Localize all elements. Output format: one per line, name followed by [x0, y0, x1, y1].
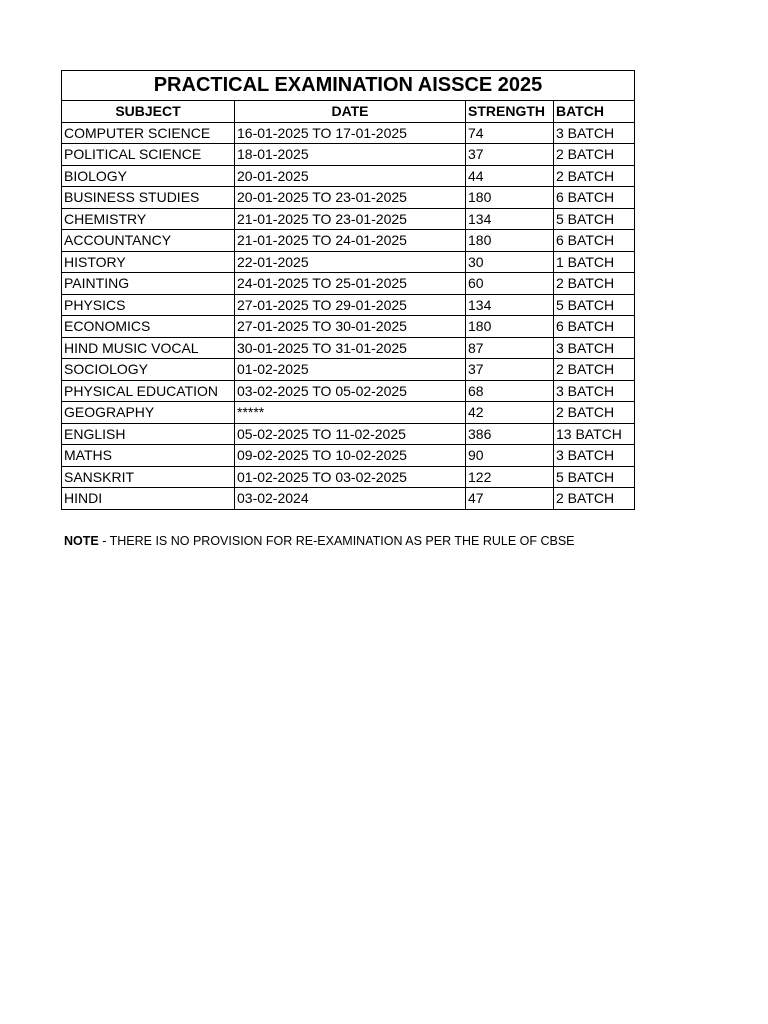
cell-subject: SANSKRIT [62, 466, 235, 488]
cell-strength: 134 [466, 294, 554, 316]
cell-date: 09-02-2025 TO 10-02-2025 [235, 445, 466, 467]
cell-date: 22-01-2025 [235, 251, 466, 273]
cell-subject: SOCIOLOGY [62, 359, 235, 381]
cell-date: 01-02-2025 [235, 359, 466, 381]
table-row [62, 251, 635, 273]
table-body [62, 122, 635, 509]
cell-date: 20-01-2025 TO 23-01-2025 [235, 187, 466, 209]
cell-date: 05-02-2025 TO 11-02-2025 [235, 423, 466, 445]
cell-strength: 74 [466, 122, 554, 144]
cell-subject: PAINTING [62, 273, 235, 295]
cell-date: 03-02-2024 [235, 488, 466, 510]
cell-strength: 87 [466, 337, 554, 359]
cell-date: 01-02-2025 TO 03-02-2025 [235, 466, 466, 488]
cell-date: 03-02-2025 TO 05-02-2025 [235, 380, 466, 402]
table-row [62, 122, 635, 144]
cell-strength: 42 [466, 402, 554, 424]
note-label: NOTE [64, 534, 99, 548]
cell-strength: 180 [466, 230, 554, 252]
cell-batch: 2 BATCH [554, 165, 635, 187]
table-row [62, 208, 635, 230]
cell-strength: 90 [466, 445, 554, 467]
cell-strength: 47 [466, 488, 554, 510]
table-row [62, 402, 635, 424]
cell-batch: 5 BATCH [554, 294, 635, 316]
cell-subject: MATHS [62, 445, 235, 467]
cell-subject: ACCOUNTANCY [62, 230, 235, 252]
cell-date: 30-01-2025 TO 31-01-2025 [235, 337, 466, 359]
exam-schedule-sheet [61, 70, 635, 510]
cell-strength: 68 [466, 380, 554, 402]
column-header-strength: STRENGTH [466, 101, 554, 123]
cell-batch: 2 BATCH [554, 488, 635, 510]
cell-batch: 1 BATCH [554, 251, 635, 273]
cell-date: 20-01-2025 [235, 165, 466, 187]
cell-strength: 134 [466, 208, 554, 230]
table-row [62, 445, 635, 467]
exam-schedule-table [61, 70, 635, 510]
cell-subject: HIND MUSIC VOCAL [62, 337, 235, 359]
cell-date: 21-01-2025 TO 24-01-2025 [235, 230, 466, 252]
table-row [62, 144, 635, 166]
cell-strength: 180 [466, 316, 554, 338]
column-header-date: DATE [235, 101, 466, 123]
cell-date: 27-01-2025 TO 30-01-2025 [235, 316, 466, 338]
cell-batch: 2 BATCH [554, 144, 635, 166]
table-row [62, 316, 635, 338]
cell-batch: 3 BATCH [554, 380, 635, 402]
cell-subject: GEOGRAPHY [62, 402, 235, 424]
cell-batch: 13 BATCH [554, 423, 635, 445]
table-row [62, 466, 635, 488]
cell-subject: HINDI [62, 488, 235, 510]
cell-batch: 3 BATCH [554, 445, 635, 467]
cell-strength: 386 [466, 423, 554, 445]
column-header-subject: SUBJECT [62, 101, 235, 123]
table-row [62, 359, 635, 381]
cell-batch: 3 BATCH [554, 337, 635, 359]
cell-batch: 2 BATCH [554, 359, 635, 381]
table-row [62, 187, 635, 209]
cell-strength: 60 [466, 273, 554, 295]
cell-subject: HISTORY [62, 251, 235, 273]
cell-batch: 5 BATCH [554, 466, 635, 488]
table-row [62, 488, 635, 510]
cell-strength: 37 [466, 144, 554, 166]
cell-subject: POLITICAL SCIENCE [62, 144, 235, 166]
cell-subject: BIOLOGY [62, 165, 235, 187]
page-title: PRACTICAL EXAMINATION AISSCE 2025 [62, 71, 635, 101]
cell-strength: 37 [466, 359, 554, 381]
table-row [62, 230, 635, 252]
title-row [62, 71, 635, 101]
cell-strength: 30 [466, 251, 554, 273]
cell-strength: 180 [466, 187, 554, 209]
cell-batch: 6 BATCH [554, 187, 635, 209]
cell-subject: ECONOMICS [62, 316, 235, 338]
cell-date: 27-01-2025 TO 29-01-2025 [235, 294, 466, 316]
cell-batch: 5 BATCH [554, 208, 635, 230]
cell-subject: ENGLISH [62, 423, 235, 445]
table-row [62, 423, 635, 445]
cell-batch: 2 BATCH [554, 273, 635, 295]
cell-date: 16-01-2025 TO 17-01-2025 [235, 122, 466, 144]
column-header-batch: BATCH [554, 101, 635, 123]
cell-subject: PHYSICAL EDUCATION [62, 380, 235, 402]
table-row [62, 337, 635, 359]
table-row [62, 380, 635, 402]
table-row [62, 273, 635, 295]
cell-subject: PHYSICS [62, 294, 235, 316]
note-text: - THERE IS NO PROVISION FOR RE-EXAMINATION AS PER THE RULE OF CBSE [98, 534, 575, 548]
cell-batch: 6 BATCH [554, 316, 635, 338]
cell-subject: COMPUTER SCIENCE [62, 122, 235, 144]
cell-strength: 44 [466, 165, 554, 187]
cell-subject: CHEMISTRY [62, 208, 235, 230]
table-row [62, 165, 635, 187]
header-row [62, 101, 635, 123]
cell-batch: 3 BATCH [554, 122, 635, 144]
cell-date: 24-01-2025 TO 25-01-2025 [235, 273, 466, 295]
footnote [64, 534, 575, 548]
table-row [62, 294, 635, 316]
cell-date: 21-01-2025 TO 23-01-2025 [235, 208, 466, 230]
cell-batch: 2 BATCH [554, 402, 635, 424]
cell-subject: BUSINESS STUDIES [62, 187, 235, 209]
cell-strength: 122 [466, 466, 554, 488]
cell-batch: 6 BATCH [554, 230, 635, 252]
cell-date: ***** [235, 402, 466, 424]
cell-date: 18-01-2025 [235, 144, 466, 166]
